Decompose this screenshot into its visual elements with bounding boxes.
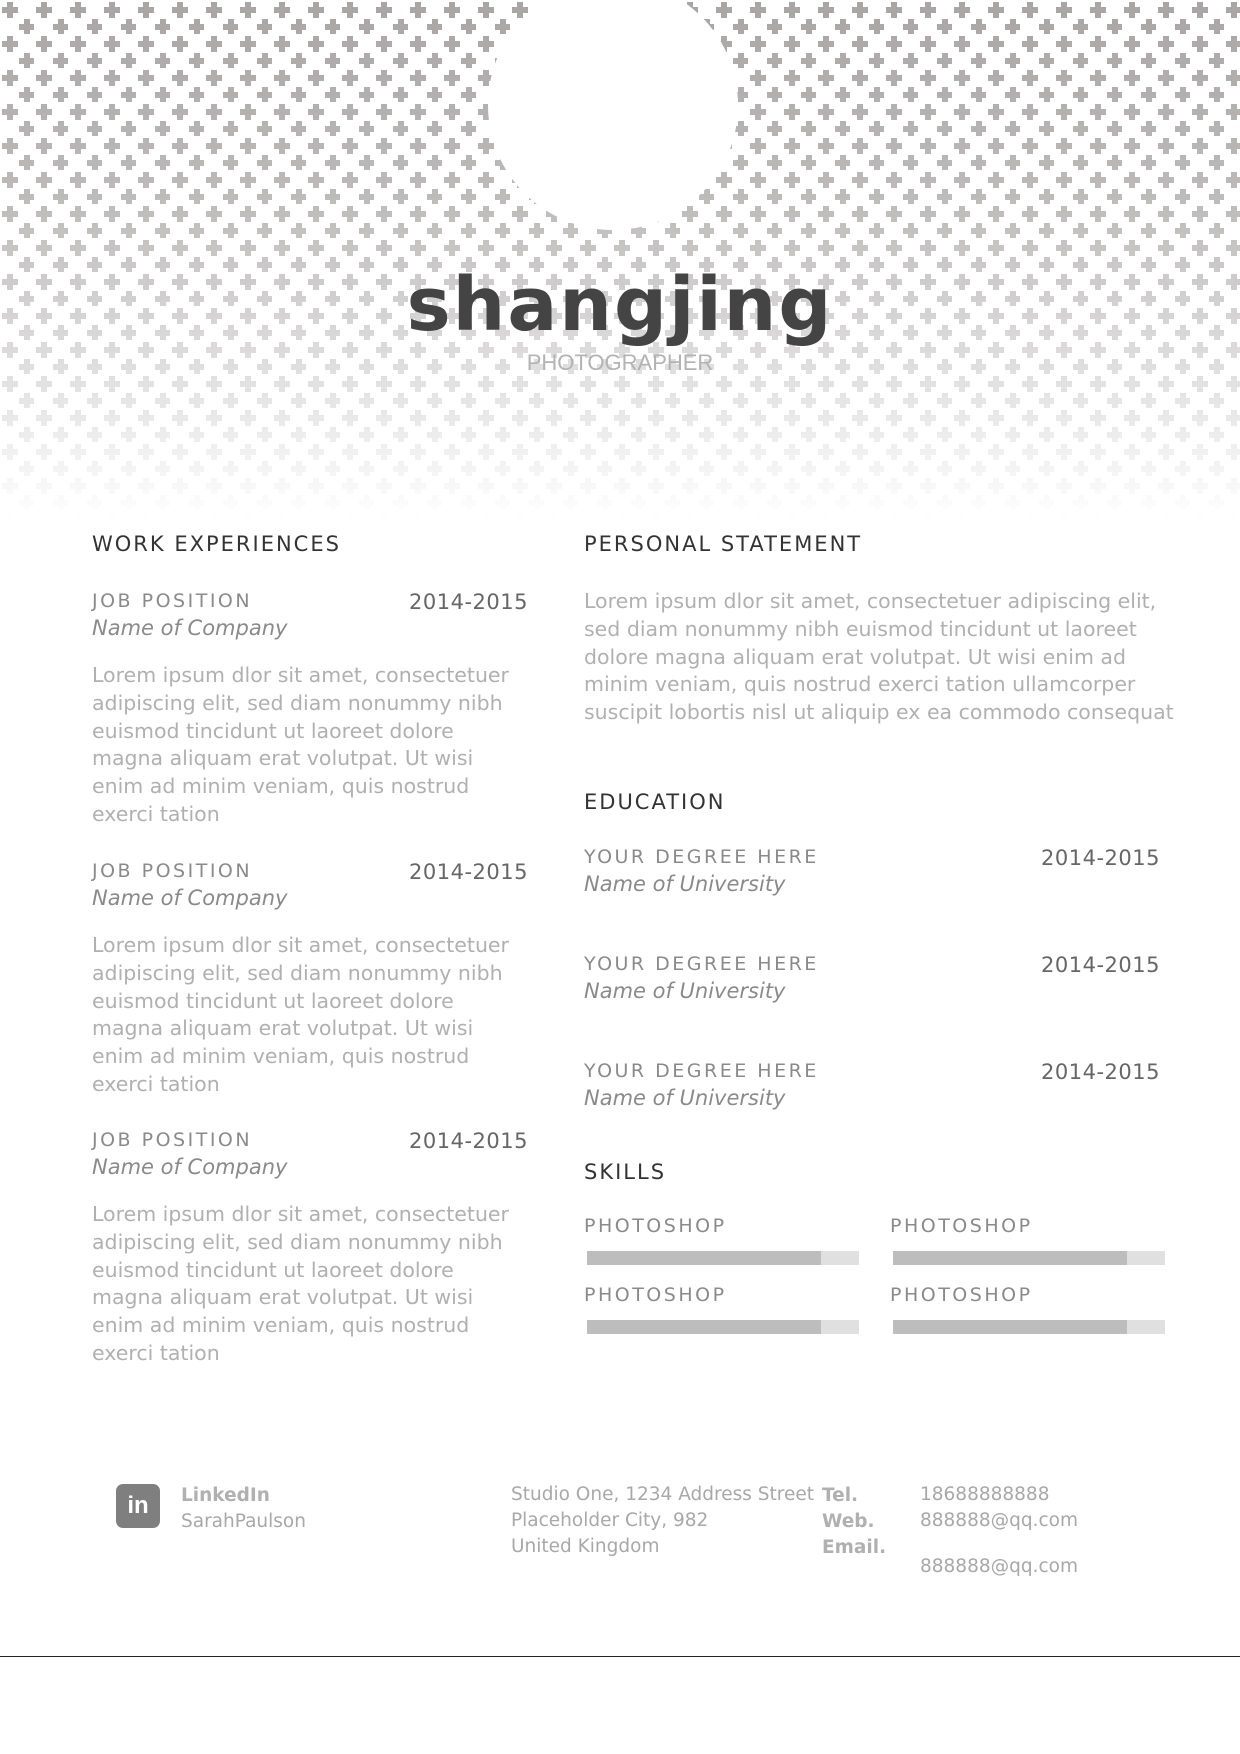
contact-label-email: Email. xyxy=(822,1537,887,1558)
skill-bar xyxy=(893,1320,1165,1334)
job-description: Lorem ipsum dlor sit amet, consectetuer adipiscing elit, sed diam nonummy nibh euismod tincidunt ut laoreet dolore magna aliquam erat volutpat. Ut wisi enim ad minim veniam, quis nostrud exerci tation xyxy=(92,663,509,826)
contact-tel-value[interactable]: 18688888888 xyxy=(920,1484,1050,1505)
skill-name: PHOTOSHOP xyxy=(890,1284,1033,1306)
person-title: PHOTOGRAPHER xyxy=(526,350,714,375)
degree-title: YOUR DEGREE HERE xyxy=(584,846,819,868)
job-description: Lorem ipsum dlor sit amet, consectetuer adipiscing elit, sed diam nonummy nibh euismod tincidunt ut laoreet dolore magna aliquam erat volutpat. Ut wisi enim ad minim veniam, quis nostrud exerci tation xyxy=(92,933,509,1096)
university-name: Name of University xyxy=(584,872,786,896)
skill-bar xyxy=(893,1251,1165,1265)
job-date: 2014-2015 xyxy=(409,590,528,614)
address-line: Placeholder City, 982 xyxy=(511,1510,709,1531)
education-date: 2014-2015 xyxy=(1041,846,1160,870)
education-date: 2014-2015 xyxy=(1041,953,1160,977)
contact-web-value[interactable]: 888888@qq.com xyxy=(920,1510,1078,1531)
work-experiences-heading: WORK EXPERIENCES xyxy=(92,532,341,556)
degree-title: YOUR DEGREE HERE xyxy=(584,953,819,975)
job-date: 2014-2015 xyxy=(409,860,528,884)
skill-name: PHOTOSHOP xyxy=(890,1215,1033,1237)
university-name: Name of University xyxy=(584,979,786,1003)
footer-divider xyxy=(0,1656,1240,1657)
job-company: Name of Company xyxy=(92,616,288,640)
skill-bar-fill xyxy=(587,1251,821,1265)
job-company: Name of Company xyxy=(92,886,288,910)
education-date: 2014-2015 xyxy=(1041,1060,1160,1084)
contact-label-web: Web. xyxy=(822,1511,875,1532)
linkedin-label: LinkedIn xyxy=(181,1485,270,1506)
education-heading: EDUCATION xyxy=(584,790,726,814)
contact-label-tel: Tel. xyxy=(822,1485,859,1506)
personal-statement-heading: PERSONAL STATEMENT xyxy=(584,532,863,556)
skill-bar-fill xyxy=(587,1320,821,1334)
skill-name: PHOTOSHOP xyxy=(584,1215,727,1237)
skill-bar-fill xyxy=(893,1320,1127,1334)
job-description: Lorem ipsum dlor sit amet, consectetuer adipiscing elit, sed diam nonummy nibh euismod tincidunt ut laoreet dolore magna aliquam erat volutpat. Ut wisi enim ad minim veniam, quis nostrud exerci tation xyxy=(92,1202,509,1365)
job-position: JOB POSITION xyxy=(92,860,253,882)
degree-title: YOUR DEGREE HERE xyxy=(584,1060,819,1082)
address-line: United Kingdom xyxy=(511,1536,660,1557)
person-name: shangjing xyxy=(406,262,834,348)
job-position: JOB POSITION xyxy=(92,1129,253,1151)
job-company: Name of Company xyxy=(92,1155,288,1179)
address-line: Studio One, 1234 Address Street xyxy=(511,1484,814,1505)
skill-bar xyxy=(587,1320,859,1334)
job-date: 2014-2015 xyxy=(409,1129,528,1153)
skill-bar xyxy=(587,1251,859,1265)
skill-name: PHOTOSHOP xyxy=(584,1284,727,1306)
linkedin-username[interactable]: SarahPaulson xyxy=(181,1511,306,1532)
university-name: Name of University xyxy=(584,1086,786,1110)
job-position: JOB POSITION xyxy=(92,590,253,612)
linkedin-icon[interactable]: in xyxy=(116,1484,160,1528)
skills-heading: SKILLS xyxy=(584,1160,667,1184)
skill-bar-fill xyxy=(893,1251,1127,1265)
contact-email-value[interactable]: 888888@qq.com xyxy=(920,1556,1078,1577)
personal-statement-text: Lorem ipsum dlor sit amet, consectetuer adipiscing elit, sed diam nonummy nibh euismod tincidunt ut laoreet dolore magna aliquam erat volutpat. Ut wisi enim ad minim veniam, quis nostrud exerci tation ullamcorper suscipit lobortis nisl ut aliquip ex ea commodo consequat xyxy=(584,589,1174,725)
